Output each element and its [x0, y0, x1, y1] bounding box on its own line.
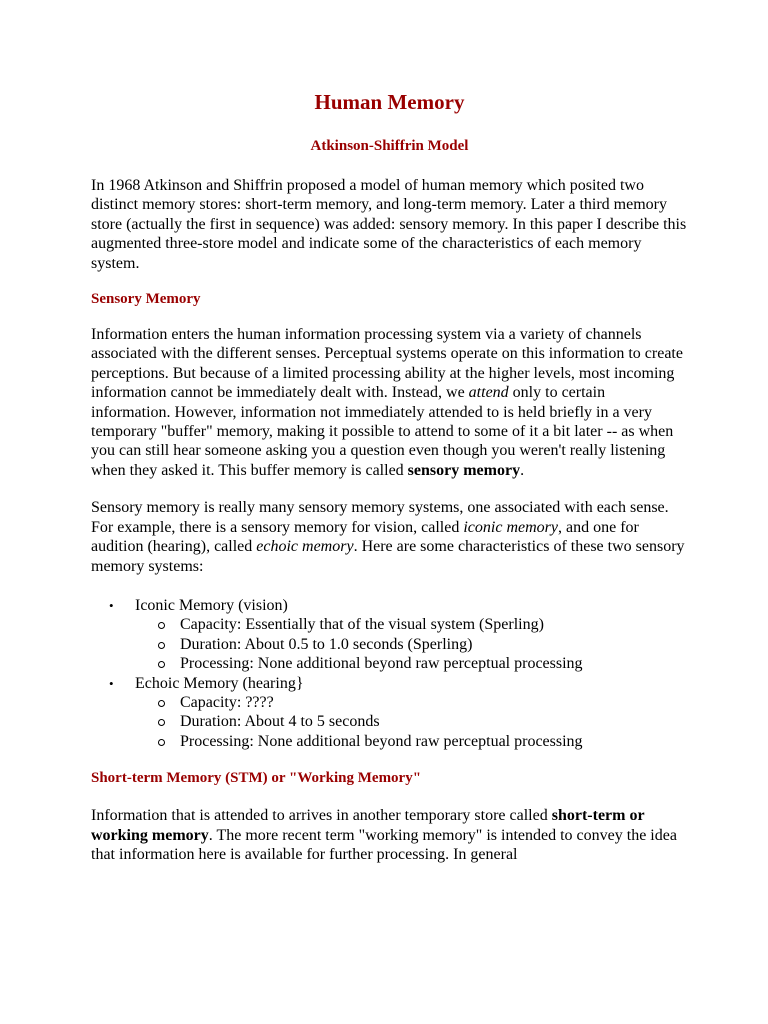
text-run: only to certain information. However, information not immediately attended to is held briefly in a very temporary "buffer" memory, making it possible to attend to some of it a bit later -- as when you can still hear someone asking you a question even though you weren't really listening when they asked it. This buffer memory is called	[91, 384, 674, 479]
text-run: .	[520, 461, 525, 479]
text-run: . The more recent term "working memory" is intended to convey the idea that information here is available for further processing. In general	[91, 826, 677, 863]
sublist-item-text: Processing: None additional beyond raw perceptual processing	[180, 655, 583, 673]
circle-bullet-icon	[158, 719, 165, 726]
sublist-item	[180, 615, 688, 634]
sublist-echoic	[135, 693, 688, 751]
circle-bullet-icon	[158, 700, 165, 707]
list-item-label: Iconic Memory (vision)	[135, 596, 288, 614]
text-run: Sensory memory is really many sensory memory systems, one associated with each sense. For example, there is a sensory memory for vision, called	[91, 499, 669, 536]
intro-paragraph: In 1968 Atkinson and Shiffrin proposed a model of human memory which posited two distinct memory stores: short-term memory, and long-term memory. Later a third memory store (actually the first in sequence) was added: sensory memory. In this paper I describe this augmented three-store model and indicate some of the characteristics of each memory system.	[91, 177, 687, 272]
sublist-item	[180, 732, 688, 751]
text-run: , and one for audition (hearing), called	[91, 518, 639, 556]
sensory-paragraph-1	[91, 325, 688, 480]
circle-bullet-icon	[158, 642, 165, 649]
sublist-item-text: Processing: None additional beyond raw perceptual processing	[180, 732, 583, 750]
circle-bullet-icon	[158, 622, 165, 629]
sensory-memory-list	[91, 596, 688, 751]
page-subtitle: Atkinson-Shiffrin Model	[310, 138, 469, 154]
circle-bullet-icon	[158, 661, 165, 668]
text-run: . Here are some characteristics of these two sensory memory systems:	[91, 538, 685, 575]
sublist-item-text: Duration: About 4 to 5 seconds	[180, 713, 380, 731]
emphasis-attend: attend	[468, 384, 509, 402]
list-item-iconic	[109, 596, 688, 674]
stm-paragraph-1	[91, 806, 688, 864]
bold-sensory-memory: sensory memory	[407, 461, 521, 479]
sublist-item	[180, 693, 688, 712]
sublist-item-text: Duration: About 0.5 to 1.0 seconds (Sperling)	[180, 635, 473, 653]
bold-working-memory: short-term or working memory	[91, 807, 645, 844]
sensory-paragraph-2	[91, 498, 688, 576]
text-run: Information that is attended to arrives in another temporary store called	[91, 807, 552, 825]
bullet-icon: •	[109, 675, 114, 691]
sublist-item-text: Capacity: Essentially that of the visual system (Sperling)	[180, 616, 544, 634]
list-item-echoic	[109, 674, 688, 752]
sublist-item	[180, 654, 688, 673]
sublist-iconic	[135, 615, 688, 673]
list-item-label: Echoic Memory (hearing}	[135, 674, 304, 692]
sublist-item	[180, 712, 688, 731]
emphasis-echoic-memory: echoic memory	[256, 538, 354, 556]
sublist-item-text: Capacity: ????	[180, 693, 274, 711]
circle-bullet-icon	[158, 739, 165, 746]
bullet-icon: •	[109, 597, 114, 613]
section-heading-stm: Short-term Memory (STM) or "Working Memory"	[91, 770, 422, 787]
text-run: Information enters the human information processing system via a variety of channels associated with the different senses. Perceptual systems operate on this information to create perceptions. But because of a limited processing ability at the higher levels, most incoming information cannot be immediately dealt with. Instead, we	[91, 326, 683, 402]
sublist-item	[180, 635, 688, 654]
page-title: Human Memory	[314, 90, 465, 114]
emphasis-iconic-memory: iconic memory	[463, 518, 558, 536]
section-heading-sensory: Sensory Memory	[91, 291, 201, 308]
